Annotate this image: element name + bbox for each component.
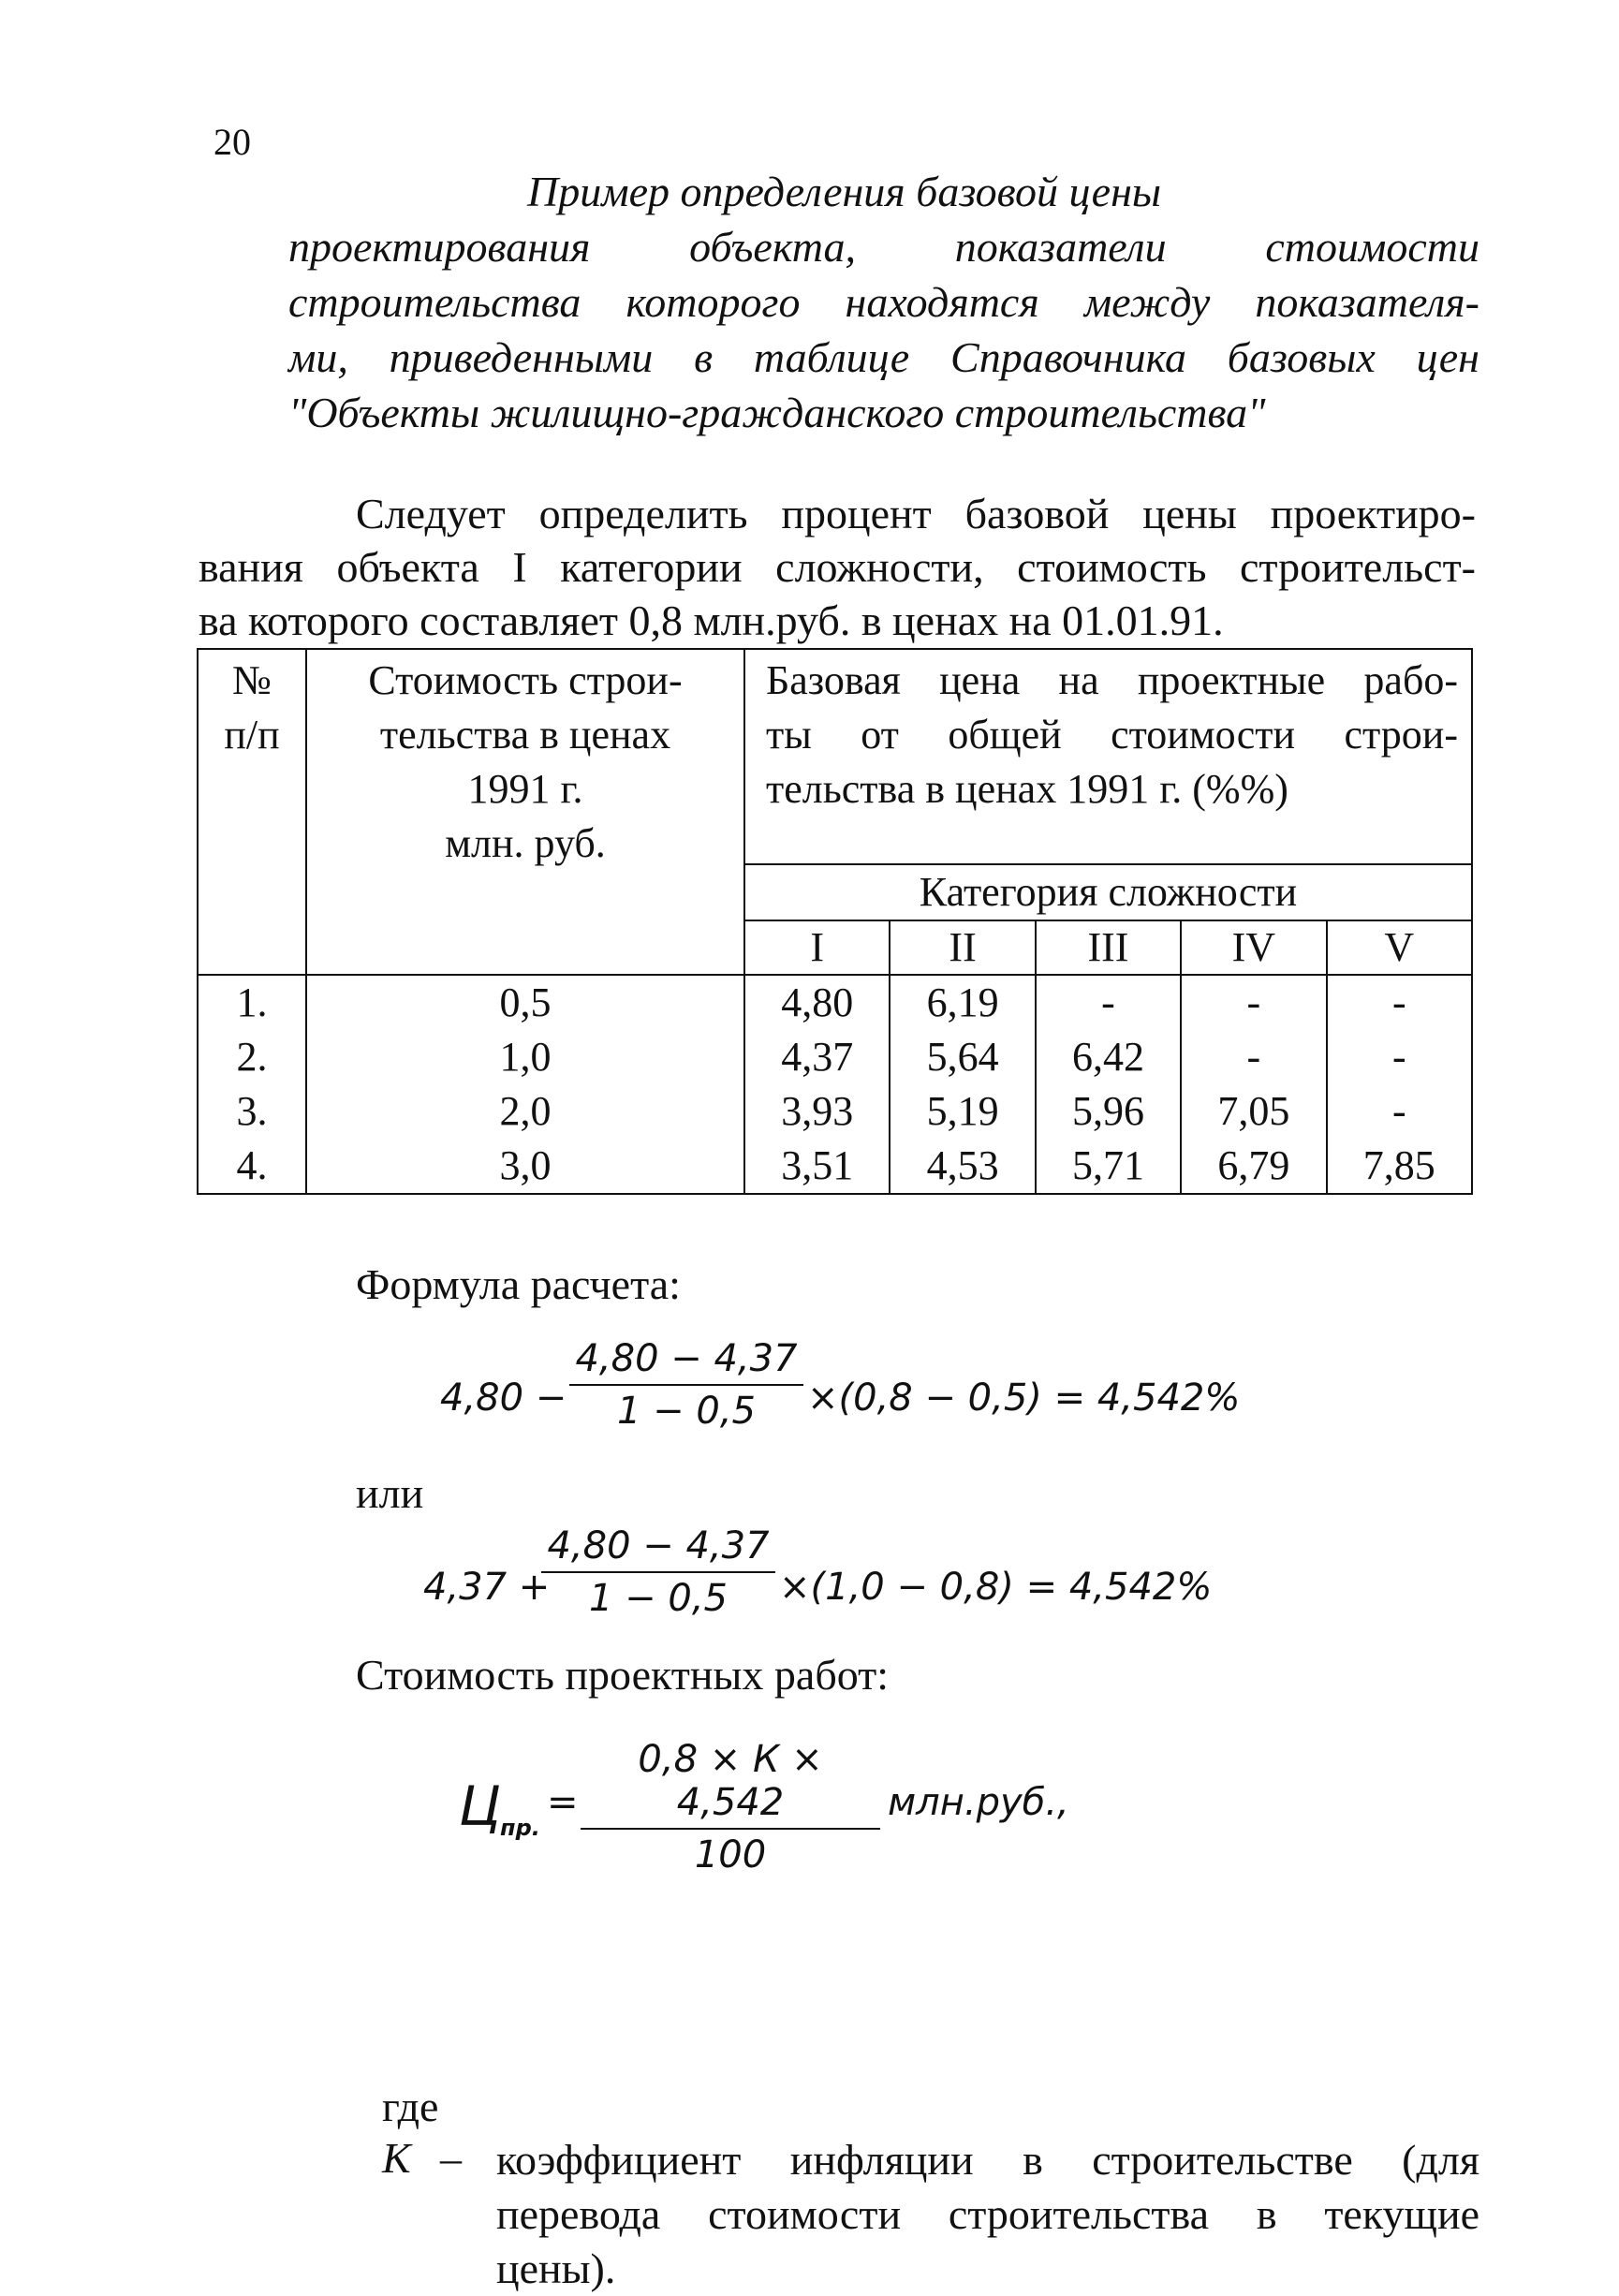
row-cost: 0,5 [306, 975, 744, 1030]
formula-1-numerator: 4,80 − 4,37 [575, 1337, 798, 1380]
row-value: 7,85 [1327, 1139, 1472, 1194]
fraction-bar [541, 1571, 775, 1573]
row-number: 1. [198, 975, 306, 1030]
formula-3-subscript: пр. [500, 1815, 540, 1841]
table-row [198, 1084, 1472, 1139]
formula-2-left: 4,37 + [423, 1566, 551, 1609]
header-category: Категория сложности [744, 864, 1472, 920]
formula-2-denominator: 1 − 0,5 [588, 1577, 728, 1620]
row-value: - [1181, 1030, 1326, 1084]
row-value: 4,37 [744, 1030, 890, 1084]
row-value: 5,71 [1036, 1139, 1181, 1194]
k-definition: коэффициент инфляции в строительстве (для перевода стоимости строительства в текущие цены). [496, 2136, 1479, 2292]
row-value: - [1327, 1084, 1472, 1139]
title-line: строительства которого находятся между показателя- [288, 278, 1479, 326]
formula-1-right: ×(0,8 − 0,5) = 4,542% [807, 1376, 1241, 1420]
header-cost: Стоимость строи- тельства в ценах 1991 г. млн. руб. [306, 649, 744, 975]
example-title [288, 164, 1479, 440]
row-value: 4,53 [890, 1139, 1035, 1194]
category-label: III [1036, 920, 1181, 975]
formula-2-numerator: 4,80 − 4,37 [547, 1524, 770, 1567]
row-value: - [1181, 975, 1326, 1030]
row-number: 2. [198, 1030, 306, 1084]
formula-label: Формула расчета: [356, 1260, 681, 1308]
intro-line: ва которого составляет 0,8 млн.руб. в ценах на 01.01.91. [199, 596, 1224, 644]
row-value: - [1327, 1030, 1472, 1084]
formula-3-numerator: 0,8 × К × 4,542 [638, 1738, 823, 1824]
row-value: 6,42 [1036, 1030, 1181, 1084]
formula-1-fraction [569, 1337, 803, 1433]
title-line: "Объекты жилищно-гражданского строительства" [288, 389, 1266, 436]
row-value: 4,80 [744, 975, 890, 1030]
row-value: - [1327, 975, 1472, 1030]
formula-3-fraction [581, 1738, 880, 1877]
formula-1-denominator: 1 − 0,5 [616, 1390, 756, 1433]
page-number: 20 [213, 121, 251, 163]
row-cost: 3,0 [306, 1139, 744, 1194]
title-line: проектирования объекта, показатели стоимости [288, 223, 1479, 271]
row-value: 6,79 [1181, 1139, 1326, 1194]
k-dash: – [440, 2134, 462, 2182]
category-label: II [890, 920, 1035, 975]
row-number: 4. [198, 1139, 306, 1194]
intro-line: Следует определить процент базовой цены проектиро- [356, 490, 1476, 537]
category-label: I [744, 920, 890, 975]
row-value: 5,96 [1036, 1084, 1181, 1139]
formula-3-denominator: 100 [694, 1833, 767, 1877]
intro-paragraph [199, 487, 1476, 647]
table-row [198, 1030, 1472, 1084]
title-line: ми, приведенными в таблице Справочника базовых цен [288, 333, 1479, 381]
table-row [198, 1139, 1472, 1194]
category-label: V [1327, 920, 1472, 975]
where-label: где [382, 2083, 439, 2130]
fraction-bar [569, 1384, 803, 1386]
formula-3-symbol: Ц [459, 1774, 502, 1838]
row-value: 7,05 [1181, 1084, 1326, 1139]
title-line: Пример определения базовой цены [527, 168, 1162, 215]
row-value: - [1036, 975, 1181, 1030]
row-value: 3,51 [744, 1139, 890, 1194]
row-number: 3. [198, 1084, 306, 1139]
row-value: 5,19 [890, 1084, 1035, 1139]
formula-2-right: ×(1,0 − 0,8) = 4,542% [779, 1566, 1213, 1609]
row-cost: 2,0 [306, 1084, 744, 1139]
header-number: № п/п [198, 649, 306, 975]
formula-1-left: 4,80 − [440, 1376, 567, 1420]
cost-label: Стоимость проектных работ: [356, 1651, 890, 1699]
row-value: 3,93 [744, 1084, 890, 1139]
k-symbol: К [382, 2134, 411, 2182]
row-value: 6,19 [890, 975, 1035, 1030]
formula-2-fraction [541, 1524, 775, 1620]
table-row [198, 975, 1472, 1030]
row-value: 5,64 [890, 1030, 1035, 1084]
row-cost: 1,0 [306, 1030, 744, 1084]
or-label: или [356, 1469, 424, 1517]
base-price-table [197, 648, 1473, 1195]
intro-line: вания объекта I категории сложности, стоимость строительст- [199, 543, 1476, 591]
formula-3-equals: = [547, 1781, 579, 1824]
formula-3-unit: млн.руб., [888, 1781, 1069, 1824]
fraction-bar [581, 1828, 880, 1830]
category-label: IV [1181, 920, 1326, 975]
header-base-price: Базовая цена на проектные рабо- ты от общей стоимости строи- тельства в ценах 1991 г. (%%) [744, 649, 1472, 864]
table-header-row [198, 649, 1472, 864]
